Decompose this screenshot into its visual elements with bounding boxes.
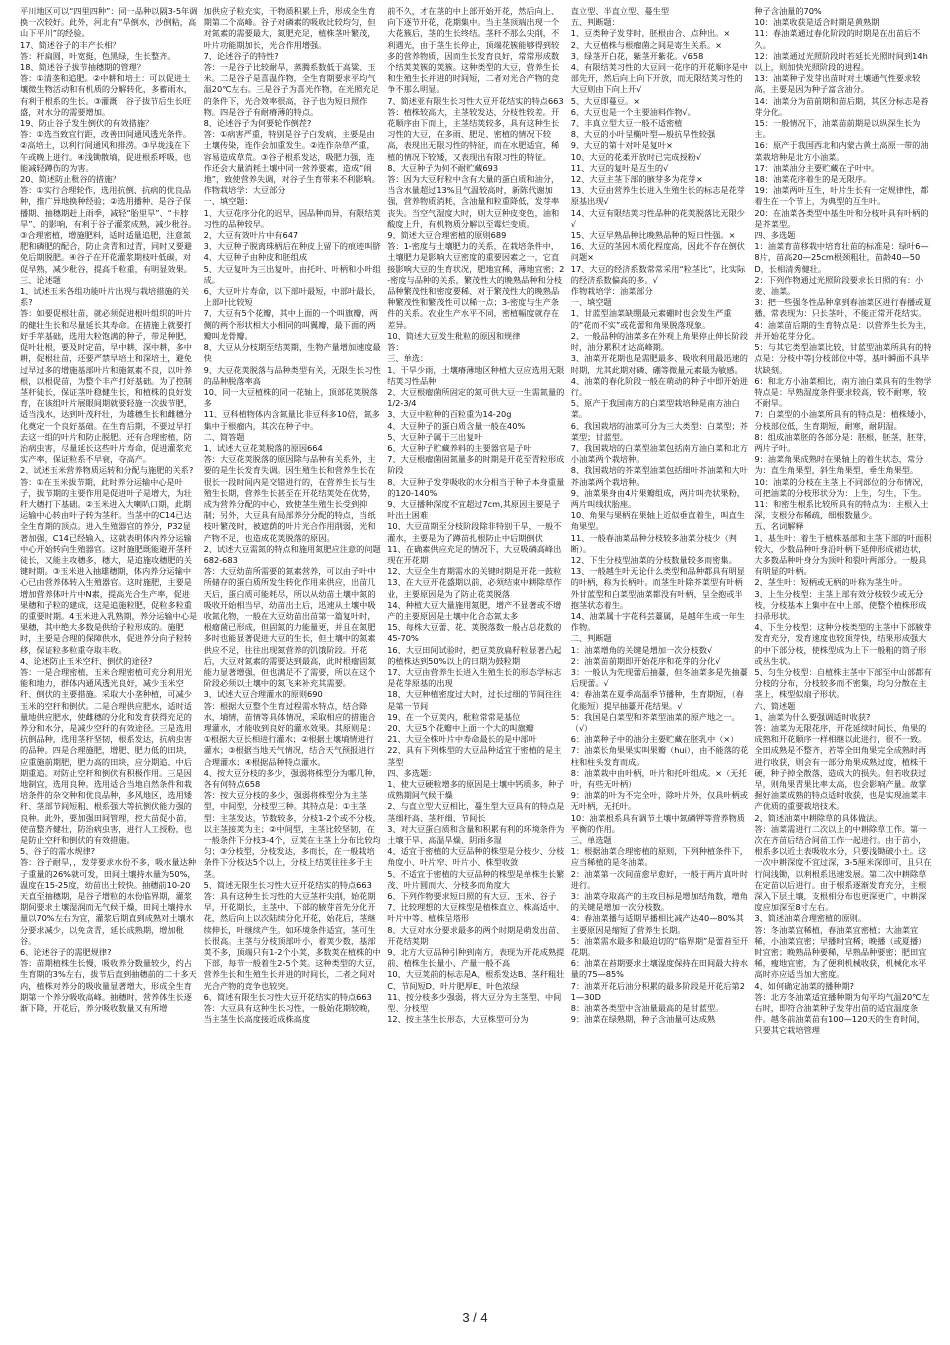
paragraph: 答：按大豆分枝的多少，强弱将株型分为主茎型，中间型，分枝型三种。其特点是：①主茎型：主茎发达，节数较多，分枝1-2个或不分枝，以主茎接荚为主；②中间型，主茎比较坚韧，在一般条件下分枝3-4个，豆荚在主茎上分布比较均匀；③分枝型，分枝发达，多而长，在一般栽培条件下分枝达5个以上，分枝上结荚往往多于主茎。 (203, 790, 381, 879)
paragraph: 6：油菜在苔期要求土壤湿度保持在田间最大持水量的75—85% (570, 958, 748, 980)
paragraph: 8：组成油菜胚的各部分是：胚根，胚茎，胚芽，两片子叶。 (754, 431, 932, 453)
paragraph: 10、简述大豆发生秕粒的原因和规律 (387, 330, 521, 341)
paragraph: 11：和密生根系比较所具有的特点为：主根入土深，支根分布稀疏，细根数量少。 (754, 498, 929, 521)
paragraph: 6、简述有限生长习性大豆开花结实的特点663 (203, 991, 372, 1002)
paragraph: 4、按大豆分枝的多少，强弱将株型分为哪几种，各有何特点658 (203, 767, 381, 790)
paragraph: 答：谷子耐旱，，发芽要求水份不多，吸水量达种子重量的26%就可发，田间土壤持水量为50%，温度在15-25度，幼苗出土较快。抽穗前10-20天直至抽穗期，是谷子增粒的水份临界期，灌浆期间要求土壤湿润而无气候干燥，田间土壤持水量以70%左右为宜，灌浆后期直到成熟对土壤水分要求减少，以免贪青，延长成熟期，增加秕谷。 (20, 857, 197, 946)
paragraph: 9、油菜果身由4片果瓣组成，两片叫壳状果粉，两片叫线状胎座。 (570, 487, 745, 509)
paragraph: 5、简述无限生长习性大豆开花结实的特点663 (203, 879, 372, 890)
paragraph: 10、大豆荚前的标志是A、根系发达B、茎秆粗壮C、节间短D、叶片肥厚E、叶色浓绿 (387, 969, 565, 991)
paragraph: 8、大豆的小叶呈椭叶型—般抗旱性较强 (570, 129, 716, 140)
paragraph: 三、论述题 (20, 274, 61, 285)
paragraph: 答：如要促根壮苗，就必须促进根叶组织的叶片的健壮生长和尽量延长其寿命。在措施上就要打好手苹基础，选用大粒饱满的种子，带足种肥，促叶壮根，要及时定苗，早中耕，深中耕，多中耕，促根壮苗，还要严禁早培土和深培土，避免过早过多的增施基部叶片和施氮素不良，以叶养根，以根促苗，为整个丰产打好基础。为了控制茎秆徒长，保证茎叶稳健生长，和植株的良好发育，在该组叶片展眼间期就要轻施一次拔节肥，适当浅水，达到叶茂秆壮，为雄穗生长和雌穗分化奠定一个良好基础。在生育后期，不要过早打去这一组的叶片和防止脱肥。还有合理密植，防治病虫害，尽量延长这些叶片寿命，促进灌浆充实产率，保证粒系不早衰，夺高产。 (20, 308, 192, 465)
paragraph: 4、大豆种子由种皮和胚组成 (203, 252, 308, 263)
paragraph: 11、豆科植物体内含氮量比非豆科多10倍，氮多集中于根瘤内，其次在种子中。 (203, 409, 380, 431)
paragraph: 2、大豆有效叶片中有647 (203, 230, 299, 241)
paragraph: 8、大豆从分枝期至结荚期，生物产量增加速度最快 (203, 342, 381, 364)
paragraph: 12、大豆主茎下部的腋芽多为花芽× (570, 174, 703, 185)
paragraph: 5：我国是白菜型和芥菜型油菜的原产地之一。（√） (570, 711, 740, 733)
paragraph: 6、论述谷子的需肥规律? (20, 947, 112, 958)
paragraph: 10：油菜根系具有调节土壤中氮磷钾等营养物质平衡的作用。 (570, 812, 745, 834)
paragraph: 2、简述油菜中耕除草的具体做法。 (754, 812, 883, 823)
paragraph: 1：根据油菜合理密植的原则，下列种植条件下，应当稀植的是冬油菜。 (570, 846, 748, 868)
paragraph: 答：大豆花荚脱落的原因除与品种有关系外，主要的是生长发育失调。因生殖生长和营养生长在很长一段时间内是交错进行的，在营养生长与生殖生长期，营养生长甚至在开花结荚处在优势，成为营养分配的中心，致使茎生殖生长受到抑制；另外，大豆具有局部养分分配的特点，当纸枝叶繁茂时，被遮荫的叶片光合作用削弱，光和产物不足，也造成花荚脱落的原因。 (203, 454, 376, 543)
paragraph: 9：油菜的叶为不完全叶，除叶片外，仅具叶柄或无叶柄，无托叶。 (570, 790, 748, 812)
paragraph: 14、大豆有限结荚习性品种的花荚脱落比无限少√ (570, 207, 745, 229)
paragraph: 7：油菜长角果果实叫果瓣（hui），由不能落的花柱和柱头发育而成。 (570, 745, 749, 767)
paragraph: 9：油菜角果成熟时在果轴上的着生状态，常分为：直生角果型，斜生角果型，垂生角果型。 (754, 454, 924, 476)
paragraph: 1、干旱少雨，土壤瘠薄地区种植大豆应选用无限结荚习性品种 (387, 364, 565, 386)
paragraph: 8、大豆种子为何不耐贮藏693 (387, 162, 499, 173)
paragraph: 3：一般认为先现蕾后抽薹，但冬油菜多是先抽薹后现蕾。√ (570, 666, 748, 689)
paragraph: 17：油菜油分主要贮藏在子叶中。 (754, 162, 880, 173)
paragraph: 答：油菜需进行二次以上的中耕除草工作。第一次在齐苗后结合间苗工作一起进行。由于苗小，根系多以近土表吸收水分，只要浅锄破小土。这一次中耕深度不宜过深，3-5厘米深即可，且只在行间浅锄，以利根系迅速发展。第二次中耕除草在定苗以后进行。由于根系逐渐发育充分，主根深入下层土壤，支根相分布也更深更广，中耕深度应加深至8寸左右。 (754, 823, 932, 913)
paragraph: 作物栽培学：大豆部分 (203, 185, 286, 196)
paragraph: 1、甘蓝型油菜缺绷最元素硼时也会发生严重的“花而不实”或花蕾和角果脱落现象。 (570, 308, 732, 330)
paragraph: 答：①清垄和追肥。②中耕和培土：可以促进土壤微生物活动和有机质的分解转化，多蓄雨水，有利于根系的生长。③灌溉 谷子拔节后生长旺盛，对水分的需要增加。 (20, 73, 192, 117)
paragraph: 14、种植大豆大量施用氮肥，增产不显著或不增产的主要原因是土壤中化合态氮太多 (387, 599, 562, 621)
paragraph: 答：大豆幼苗所需要的氮素营养，可以由子叶中所储存的蛋白质所发生转化作用来供应，出苗几天后，蛋白质可能耗尽，所以从幼苗土壤中氮的吸收开始相当早，幼苗出土后，迅速从土壤中吸收氮化物，一般在大豆幼苗出苗第一篇复叶时，根瘤菌已形成，但固氮的力能量更，并且在氮肥多时也能显著促进大豆的生长，但土壤中的氮素供应不足，往往出现氮营养的饥饿阶段。开花后，大豆对氮素的需要达到最高，此时根瘤固氮能力显著增强，但也满足不了需要，所以在这个阶段必须以土壤中的氮飞来补充其需要。 (203, 566, 376, 689)
paragraph: 2、试述玉米营养物质运转和分配与施肥的关系? (20, 465, 194, 476)
paragraph: 前不久，才在茎的中上部开始开花，然后向上、向下逐节开花，花期集中。当主茎顶端出现一个大花簇后，茎的生长终结。茎秆不那么尖削，不利遇光，由于茎生长停止，顶端花簇能够得到较多的营养物质，因而生长发育良好，常常形成数个结荚荚簇的荚簇。这种类型的大豆，营养生长和生殖生长并进的时间短，二者对光合产物的竞争不那么明显。 (387, 6, 560, 95)
paragraph: 17、大豆的经济系数常常采用“粒茎比”，比实际的经济系数偏高的多。√ (570, 263, 746, 285)
paragraph: 10、大豆苗期至分枝阶段除非特别干旱，一般不灌水，主要是为了蹲苗扎根防止中后期倒伏 (387, 521, 562, 543)
paragraph: 16：原产于我国西北和内蒙古黄土高原一带的油菜栽培种是北方小油菜。 (754, 140, 929, 162)
paragraph: 7、简述亚有限生长习性大豆开花结实的特点663 (387, 95, 564, 106)
paragraph: 7、大豆有5个花瓣，其中上面的一个叫旗瓣，两侧的两个形状相大小相同的叫翼瓣，最下面的两瓣叫龙骨瓣。 (203, 308, 378, 341)
paragraph: 1、基生叶：着生于植株基部和主茎下部的叶面积较大，少数品种叶身沿叶柄下延伸形成裙边状，大多数品种叶身分为顶叶和裂叶两部分。一般具有明显的叶柄。 (754, 532, 932, 577)
paragraph: 种子含油量的70% (754, 6, 822, 16)
paragraph: 五、名词解释 (754, 521, 804, 532)
paragraph: 一、填空题 (570, 297, 612, 308)
paragraph: 8：油菜各类型中含油量最高的是甘蓝型。 (570, 1003, 724, 1014)
paragraph: 5、不适宜于密植的大豆品种的株型是单株生长繁茂、叶片圆而大、分枝多而角度大 (387, 868, 565, 890)
paragraph: 10、同一大豆植株的同一花轴上，顶部花荚脱落多 (203, 386, 378, 409)
paragraph: 18、简述谷子拔节抽穗期的管理？ (20, 62, 146, 73)
paragraph: 21、大豆全株叶片中寿命最长的是中部叶 (387, 734, 537, 745)
paragraph: 答：一是谷子比较耐旱，蒸腾系数低于高粱、玉米。二是谷子是喜温作物，全生育期要求平均气温20℃左右。三是谷子为喜光作物，在光照充足的条件下，光合效率很高，谷子也为短日照作物。四是谷子有耐瘠薄的特点。 (203, 62, 379, 117)
paragraph: 二、判断题 (570, 633, 612, 644)
paragraph: 6：油菜种子中的油分主要贮藏在胚乳中（×） (570, 734, 739, 745)
text-column-5 (754, 6, 932, 1301)
paragraph: 答：①在玉米拔节期，此时养分运输中心是叶子，拔节期的主要作用是促进叶子是增大，为壮秆大穗打下基础。②玉米进入大喇叭口期，此期运输中心转由叶子转为茎秆。当茎中的C14已达全生育期的顶点。进入生殖器官的养分，P32显著加强，C14已经输入，这就表明体内养分运输中心开始转向生殖器官。这时施肥既能避开茎秆徒长，又能主攻穗多，穗大，是追施攻穗肥的关键时期。③玉米进入抽雄穗期，体内养分运输中心已由营养体转入生殖器官。这时施肥，主要是增加营养体叶片中N素，提高光合生产率，促进果穗和子粒的建成，这是追施粒肥，促粒多粒重的重要时期。4玉米进入乳熟期，养分运输中心是果穗，其中绝大多数是供给子粒形成的。施肥时，主要是合理的保障供水，促进养分向子粒转移，保证粒多粒重夺取丰收。 (20, 476, 198, 655)
paragraph: 答：一是合理密植，玉米合理密植可充分利用光能和地力，群体内通风透光良好，减少玉米空秆、倒伏的主要措施。采取大小垄种植，可减少玉米的空秆和倒伏。二是合理供应肥水，适时适量地供应肥水，使雌穗的分化和发育获得充足的养分和水分，是减少空秆的有效途径。三是选用抗倒品种，选用茎秆坚韧，根系发达，抗病虫害的品种。四是合理施肥，增肥、肥力低的田块，应重施前期肥，肥力高的田块，应分期追、中后期重追。对防止空秆和倒伏有积极作用。三是因地制宜，选用良种。选用适合当地自然条件和栽培条件的杂交种和优良品种，多风地区，选用矮秆、茎部节间短粗、根系强大等抗倒伏能力强的良种。此外，要加强田间管理，控大苗促小苗，使苗整齐健壮，防治病虫害，进行人工授粉，也是防止空秆和倒伏的有效措施。 (20, 666, 192, 846)
paragraph: 15：一般情况下，油菜苗前期是以纵深生长为主。 (754, 118, 921, 140)
paragraph: 2：下列作物通过光照阶段要求长日照的有：小麦、油菜。 (754, 274, 924, 297)
paragraph: 答：①选当致宜行距，改善田间通风透光条件。②高培土，以利行间通风和排涝。③早垅浅在下午或晚上进行。④浅锄散墒，促进根系呼吸，也能减轻蹲伤的为害。 (20, 129, 192, 173)
paragraph: 15、每株大豆蕾、花、荚脱落数一般占总花数的45-70% (387, 622, 562, 644)
paragraph: 三、单选： (387, 353, 429, 364)
paragraph: 1、试述大豆花荚脱落的原因664 (203, 442, 323, 453)
paragraph: 答：冬油菜宜稀植，春油菜宜密植；大油菜宜稀，小油菜宜密；早播时宜稀，晚播（或夏播）时宜密；晚熟品种要稀，早熟品种要密；肥田宜稀，瘦地宜密，为了便利机械收获，机械化水平高时亦应适当加大密度。 (754, 924, 927, 980)
paragraph: 5、大豆即蔓豆。× (570, 95, 641, 106)
paragraph: 答：具有这种生长习性的大豆茎秆尖削，始花期早，开花期长，主茎中、下部的腋芽首先分化开花，然后向上以次陆续分化开花，始花后，茎继续伸长，叶继续产生。如环境条件适宜，茎可生长很高。主茎与分枝顶部叶小，着荚少数，基部荚不多，顶端只有1-2个小荚，多数荚在植株的中下部，每节一般着生2-5个荚。这种类型的大豆，营养生长和生殖生长并进的时间长，二者之间对光合产物的竞争也较突。 (203, 891, 381, 991)
paragraph: 答：因为大豆籽粒中含有大量的蛋白质和油分，当含水量超过13%且气温较高时，新陈代谢加强，营养物质消耗，含油量和粒重降低，发芽率丧失。当空气湿度大时，则大豆种皮变色，油和酸度上升，有机物质分解以至霉烂变质。 (387, 174, 560, 229)
paragraph: 4、下生分枝型：这种分枝类型的主茎中下部腋芽发育充分，发育速度也较顶芽快，结果形成强大的中下部分枝，使株型成为上下一般粗的筒子形或丛生状。 (754, 622, 932, 666)
paragraph: 18：油菜花序着生的是无限序。 (754, 174, 872, 185)
paragraph: 12、下生分枝型油菜的分枝数量较多而密集。 (570, 554, 737, 565)
paragraph: 作物栽培学：油菜部分 (570, 286, 653, 297)
paragraph: 4、大豆种子的蛋白质含量一般在40% (387, 420, 526, 431)
paragraph: 10：油菜收获是适合时期是黄熟期 (754, 17, 880, 28)
paragraph: 5：与其它类型油菜比较，甘蓝型油菜所具有的特点是：分枝中等|分枝部位中等，基叶瞬面不具毕状缺刻。 (754, 342, 932, 375)
paragraph: 4、有限结荚习性的大豆同一花序的开花顺序是中部先开，然后向上向下开放，而无限结荚习性的大豆则由下向上开√ (570, 62, 748, 95)
paragraph: 9、大豆的第十对叶是复叶× (570, 140, 673, 151)
paragraph: 3：把一些强冬性品种拿到春油菜区进行春播或夏播，常表现为：只长茎叶，不能正常开花结实。 (754, 297, 932, 319)
paragraph: 20、大豆5个花瓣中上面一个大的叫旗瓣 (387, 723, 534, 733)
paragraph: 4：春油菜播与适期早播相比减产达40—80%其主要原因是缩短了营养生长期。 (570, 913, 744, 935)
paragraph: 3、试述大豆合理灌水的原则690 (203, 689, 323, 700)
paragraph: 7、我国栽培的白菜型油菜包括南方油白菜和北方小油菜两个栽培种。 (570, 442, 748, 465)
paragraph: 2、试述大豆需氮的特点和施用氮肥应注意的问题682-683 (203, 543, 381, 565)
paragraph: 22、具有下列株型的大豆品种适宜于密植的是主茎型 (387, 745, 562, 767)
paragraph: 4：春油菜在夏季高温季节播种，生育期短，（春化能短）提早抽薹开花结果。√ (570, 689, 744, 711)
paragraph: 5、谷子的需水规律? (20, 846, 96, 857)
paragraph: 答：油菜为无限花序，开花延续时间长，角果的成熟和开花顺序一样相继以此进行，很不一致。全田成熟是不整齐，若等全田角果完全成熟时再进行收获，则会有一部分角果成熟过度，植株干硬，种子掉全散落，造成大的损失。但若收获过早，则角果青果比率太高，也会影响产量。故掌握好油菜成熟的特点适时收获，也是实现油菜丰产优质的重要栽培技术。 (754, 723, 927, 812)
paragraph: 12：油菜通过光照阶段时若延长光照时间到14h以上，则加快光照阶段的进程。 (754, 50, 928, 73)
paragraph: 2、与直立型大豆相比，蔓生型大豆具有的特点是茎细秆高、茎秆细、节间长 (387, 801, 565, 823)
paragraph: 11：春油菜通过春化阶段的时期是在出苗后不久。 (754, 28, 921, 50)
paragraph: 答：①实行合理轮作，选用抗倒、抗病的优良品种，推广异地换种经验；②选用播种、是谷子保播期、抽穗期赶上雨季，减轻“胎里旱”、“卡脖旱”、的影响，有利于谷子灌浆成熟，减少秕谷。③合理密植，增施肥料，适时适量追肥，注意氮肥和磷肥的配合，防止贪青和过青，同时又要避免后期脱肥。④谷子在开花灌浆期枝叶低碳，对促早熟，减少秕谷，提高千粒重，有明显效果。 (20, 185, 197, 274)
paragraph: 1、油菜为什么要强调适时收获? (754, 711, 871, 722)
paragraph: 3、简述油菜合理密植的原则。 (754, 913, 867, 924)
paragraph: 8：油菜栽中由叶柄，叶片和托叶组成。×（无托叶，有些无叶柄） (570, 767, 747, 790)
paragraph: 13、大豆由营养生长进入生殖生长的标志是花芽原基出现√ (570, 185, 745, 207)
paragraph: 7：油菜开花后油分积累的最多阶段是开花后第21—30D (570, 980, 745, 1002)
paragraph: 9、大豆花荚脱落与品种类型有关，无限生长习性的品种脱落率高 (203, 364, 381, 386)
paragraph: 3、上生分枝型：主茎上部有效分枝较少或无分枝，分枝基本上集中在中上部，使整个植株形成扫帚形状。 (754, 588, 927, 621)
paragraph: 1：油菜增角的关键是增加一次分枝数√ (570, 644, 713, 655)
paragraph: 14、油菜属十字花科芸薹属，是越年生或一年生作物。 (570, 610, 745, 633)
paragraph: 4、论述防止玉米空秆、倒伏的途径? (20, 655, 153, 666)
paragraph: 19：油菜两叶互生，叶片生长有一定规律性，都着生在一个节上，为典型的互生叶。 (754, 185, 929, 207)
paragraph: 2：油菜苗前期即开始花序和花芽的分化√ (570, 655, 721, 666)
paragraph: 答：植株较高大，主茎较发达，分枝性较差。开花顺序由下而上，主茎结荚较多，具有这种生长习性的大豆，在多雨、肥足、密植的情况下较高，表现出无限习性的特征，而在水肥适宜，稀植的情况下较矮，又表现出有限习性的特征。 (387, 106, 560, 162)
paragraph: 平川地区可以“四里四种”：同一品种以隔3-5年调换一次较好。此外，河北有“旱倒水，沙倒粘，高山下平川”的经验。 (20, 6, 198, 39)
paragraph: 9、简述大豆合理密植的原则689 (387, 230, 507, 241)
paragraph: 7、论述谷子的特性? (203, 50, 279, 61)
paragraph: 5、大豆种子属于三出复叶 (387, 431, 483, 442)
text-column-4 (571, 6, 749, 1301)
paragraph: 2、一般品种的油菜多在外观上角果停止伸长阶段时，油分累积才达高峰期。 (570, 330, 748, 353)
paragraph: 10：油菜的分枝在主茎上不同部位的分布情况，可把油菜的分枝形状分为：上生，匀生，下生。 (754, 476, 929, 498)
paragraph: 16、大豆的茎因木质化程度高，因此不存在倒伏问题× (570, 241, 745, 263)
paragraph: 11、一般春油菜品种分枝较多油菜分枝少（判断）。 (570, 532, 737, 554)
paragraph: 5、大豆复叶为三出复叶，由托叶、叶柄和小叶组成。 (203, 263, 381, 285)
paragraph: 7：白菜型的小油菜所具有的特点是：植株矮小，分枝部位低，生育期短，耐寒，耐阴湿。 (754, 409, 932, 431)
paragraph: 8、论述谷子为何要轮作倒茬? (203, 118, 312, 129)
paragraph: 17、大豆由营养生长进入生殖生长的形态学标志是花芽原基的出现 (387, 666, 562, 689)
paragraph: 8、大豆对水分要求最多的两个时期是萌发出苗、开花结荚期 (387, 924, 565, 946)
paragraph: 9、北方大豆品种引种到南方，表现为开花成熟提前、植株生长量小、产量一般不高 (387, 947, 565, 969)
paragraph: 18、大豆种植密度过大时，过长过细的节间往往是第一节间 (387, 689, 562, 711)
paragraph: 五、判断题： (570, 17, 620, 28)
paragraph: 一、填空题： (203, 196, 253, 207)
paragraph: 12、大豆全生育期需水的关键时期是开花一鼓粒 (387, 566, 562, 577)
paragraph: 11、按分枝多少强弱，将大豆分为主茎型、中间型、分枝型 (387, 991, 562, 1014)
paragraph: 4、如何确定油菜的播种期? (754, 980, 854, 991)
paragraph: 答：苗期植株生长慢，吸收养分数量较少，约占生育期的3%左右，拔节后直到抽穗前的二十多天内，植株对养分的吸收量显著增大，形成全生育期第一个养分吸收高峰。抽穗时，营养体生长逐渐下降，开花后，养分吸收数量又有所增 (20, 958, 197, 1014)
paragraph: 9、大豆播种深度不宜超过7cm,其原因主要是子叶出土困难 (387, 498, 561, 521)
paragraph: 3、油菜开花期也是需肥最多、吸收利用最迅速的时期，尤其此期对磷、硼等微量元素最为敏感。 (570, 353, 748, 375)
text-column-3 (387, 6, 565, 1301)
paragraph: 6、大豆也是一个主要油料作物√。 (570, 106, 696, 117)
paragraph: 7、丰真立型大豆一般不适密植 (570, 118, 683, 129)
paragraph: 六、简述题 (754, 700, 796, 711)
paragraph: 答： (387, 342, 404, 353)
paragraph: 答：北方冬油菜适宜播种期为旬平均气温20℃左右时，即符合油菜种子发芽出苗的适宜温度条件。越冬前油菜苗有100—120天的生育时间，只要其它栽培管理 (754, 991, 930, 1036)
paragraph: 8、我国栽培的芥菜型油菜包括细叶芥油菜和大叶芥油菜两个栽培种。 (570, 465, 748, 487)
page-number: 3 / 4 (462, 1310, 488, 1325)
paragraph: 3、对大豆蛋白质和含量和积累有利的环境条件为土壤干旱、高温旱燥、阴雨多湿 (387, 823, 565, 846)
paragraph: 加供应子粒充实，干物质积累上升，形成全生育期第二个高峰。谷子对磷素的吸收比较均匀，但对氮素的需要最大，氮肥充足，植株茎叶繁茂，叶片功能期加长，光合作用增强。 (203, 6, 376, 50)
text-column-1 (20, 6, 198, 1301)
paragraph: 1、试述玉米各组功能叶片出现与栽培措施的关系? (20, 286, 189, 308)
paragraph: 答：根据大豆整个生育过程需水特点，结合降水，墒情，苗情等具体情况，采取相应的措施合理灌水，才能收到良好的灌水效果。其原则是：①根据大豆长相进行灌水；②根据土壤墒情进行灌水；③根据当地天气情况，结合天气预报进行合理灌水；④根据品种特点灌水。 (203, 700, 376, 767)
paragraph: 1、大豆花序分化的迟早，因品种而异，有限结荚习性的品种较早。 (203, 207, 381, 229)
paragraph: 15、大豆早熟品种比晚熟品种的短日性强。× (570, 230, 736, 241)
paragraph: 答：大豆具有这种生长习性，一般始花期较晚，当主茎生长高度接近成株高度 (203, 1003, 376, 1025)
paragraph: 答：①病害严重，特别是谷子白发病，主要是由土壤传染，连作会加重发生。②连作杂草严重，容易造成草荒。③谷子根系发达，吸肥力强，连作还会大量消耗土壤中同一营养要素，造成“闹地”，致使营养失调，对谷子生育带来不利影响。 (203, 129, 380, 185)
paragraph: 17、简述谷子的丰产长相？ (20, 39, 121, 50)
paragraph: 13、一般越生叶无论什么类型和品种都具有明显的叶柄，称为长柄叶。而茎生叶除芥菜型有叶柄外甘蓝型和白菜型油菜都没有叶柄，呈全抱或半抱茎状态着生。 (570, 566, 745, 610)
paragraph: 四、多选题 (754, 230, 796, 241)
paragraph: 3：油菜夺取高产的主攻目标是增加结角数，增角的关键是增加一次分枝数。 (570, 891, 748, 913)
paragraph: 11、大豆的复叶是互生的√ (570, 162, 669, 173)
paragraph: 6、我国栽培的油菜可分为三大类型：白菜型；芥菜型；甘蓝型。 (570, 420, 748, 442)
paragraph: 2：油菜第一次间苗愈早愈好，一般于两片真叶时进行。 (570, 868, 748, 890)
paragraph: 答：1-密度与土壤肥力的关系，在栽培条件中，土壤肥力是影响大豆密度的重要因素之一，它直接影响大豆的生育状况，肥地宜稀，薄地宜密；2-密度与品种的关系，繁茂性大的晚熟品种和分枝品种繁茂性和密度要稀、对于繁茂性大的晚熟品种繁茂性和繁茂性可以稀一点；3-密度与生产条件的关系。农业生产水平不同，密植幅度就存在差异。 (387, 241, 565, 330)
paragraph: 2、茎生叶：短柄或无柄的叶称为茎生叶。 (754, 577, 907, 588)
paragraph: 10、角果与果柄在果轴上近似垂直着生，叫直生角果型。 (570, 510, 745, 532)
paragraph: 3、大豆中粒种的百粒重为14-20g (387, 409, 512, 420)
paragraph: 7、比较理想的大豆株型是植株直立、株高适中、叶片中等、植株呈塔形 (387, 902, 565, 924)
paragraph: 5：油菜需水最多和最迫切的“临界期”是蕾苔至开花期。 (570, 935, 749, 958)
paragraph: 14：油菜分为苗前期和苗后期，其区分标志是苔芽分化。 (754, 95, 929, 117)
paragraph: 20：在油菜各类型中基生叶和分枝叶具有叶柄的是芥菜型。 (754, 207, 929, 229)
paragraph: 二、简答题 (203, 431, 245, 442)
paragraph: 1：油菜育苗移栽中培育壮苗的标准是：绿叶6—8片，苗高20—25cm根颈粗壮，苗龄40—50D，长相清秀健壮。 (754, 241, 929, 274)
paragraph: 10、大豆的花柔开放时已完成授粉√ (570, 151, 702, 162)
paragraph: 1、豆类种子发芽时，胚根由合、点种出。× (570, 28, 731, 39)
document-page (20, 6, 932, 1301)
paragraph: 2、大豆植株与根瘤菌之间是寄生关系。× (570, 39, 723, 50)
paragraph: 6、大豆叶片寿命，以下部叶最短，中部叶最长，上部叶比较短 (203, 286, 381, 308)
paragraph: 1、使大豆硬粒增多的原因是土壤中钙质多，种子成熟期间气候干燥 (387, 779, 565, 801)
paragraph: 5、匀生分枝型：自植株主茎中下部至中山部都有分枝的分布，分枝较多而不密集，均匀分散在主茎上，株型似扇子形状。 (754, 666, 932, 700)
paragraph: 20、简述防止秕谷的措施？ (20, 174, 121, 185)
paragraph: 4、适宜于密植的大豆品种的株型是分枝少、分枝角度小、叶片窄、叶片小、株型收敛 (387, 846, 565, 868)
paragraph: 3、绿茎开白花，紫茎开紫花。√658 (570, 50, 704, 61)
text-column-2 (204, 6, 382, 1301)
paragraph: 2、大豆根瘤菌所固定的氮可供大豆一生需氮量的1/2-3/4 (387, 386, 565, 409)
paragraph: 4、油菜的春化阶段一般在萌动的种子中即开始进行。 (570, 375, 748, 397)
paragraph: 13、在大豆开花盛期以前，必须结束中耕除草作业，主要原因是为了防止花荚脱落 (387, 577, 562, 599)
paragraph: 8、大豆种子发芽吸收的水分相当于种子本身重量的120-140% (387, 476, 565, 498)
paragraph: 6、大豆种子贮藏养料的主要器官是子叶 (387, 442, 532, 453)
paragraph: 5、原产于我国南方的白菜型栽培种是南方油白菜。 (570, 398, 740, 420)
paragraph: 四、多选题： (387, 767, 437, 778)
paragraph: 12、按主茎生长形态，大豆株型可分为 (387, 1014, 529, 1025)
paragraph: 6：和北方小油菜相比，南方油白菜具有的生物学特点是：早熟湿度条件要求较高，较不耐寒，较不耐旱。 (754, 375, 932, 409)
paragraph: 13：油菜种子发芽出苗时对土壤通气性要求较高，主要是因为种子富含油分。 (754, 73, 921, 95)
paragraph: 三、单选题 (570, 835, 612, 846)
paragraph: 答：秆扁圆，叶宽挺，色黑绿，生长整齐。 (20, 50, 176, 61)
paragraph: 6、下列作物要求短日照的有大豆、玉米、谷子 (387, 891, 557, 902)
paragraph: 3、大豆种子脱离珠柄后在种皮上留下的痕迹叫脐 (203, 241, 381, 252)
paragraph: 11、在确素供应充足的情况下，大豆吸磷高峰出现在开花期 (387, 543, 562, 565)
paragraph: 16、大豆田间试验时，把豆荚放扁籽粒显著凸起的植株达到50%以上的日期为鼓粒期 (387, 644, 562, 666)
paragraph: 直立型、半直立型、蔓生型 (570, 6, 670, 16)
paragraph: 7、大豆根瘤菌固氮量多的时期是开花至青粒形成阶段 (387, 454, 565, 476)
paragraph: 9：油菜在绿熟期，种子含油量可达成熟 (570, 1014, 716, 1025)
paragraph: 4：油菜苗后期的生育特点是：以营养生长为主，并开始花芽分化。 (754, 319, 932, 341)
paragraph: 19、防止谷子发生倒伏的有效措施？ (20, 118, 154, 129)
paragraph: 19、在一个豆荚内，秕粒常常是基位 (387, 711, 521, 722)
